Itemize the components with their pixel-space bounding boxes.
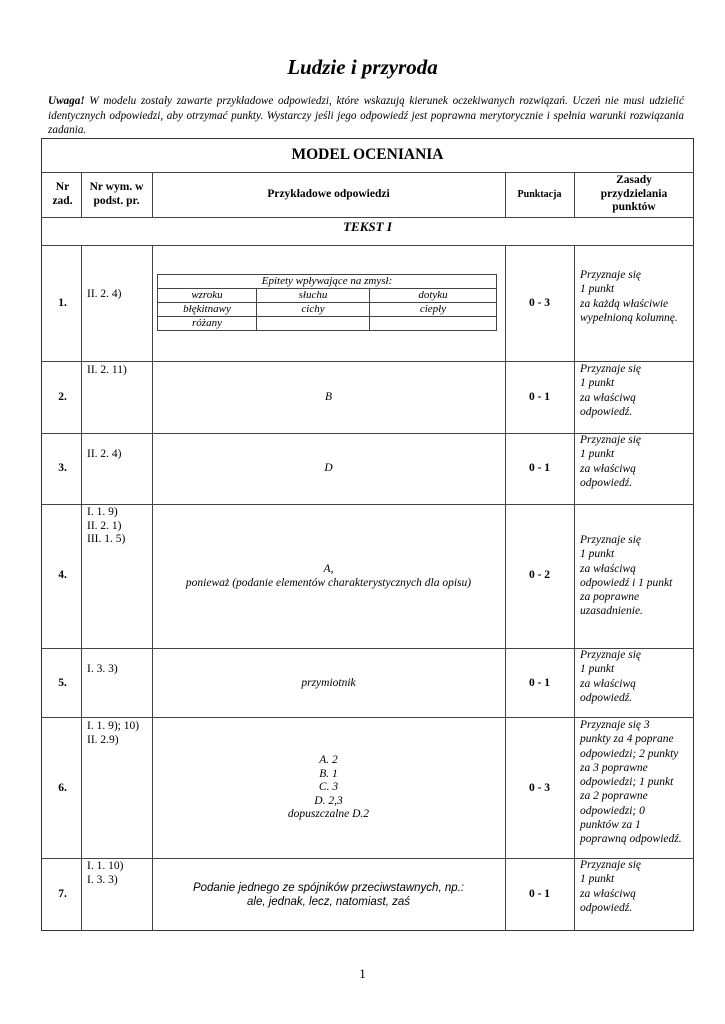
row-answer: [152, 462, 505, 476]
rule-line: 1 punkt: [580, 663, 615, 676]
requirement-line: I. 3. 3): [87, 663, 118, 675]
row-requirement: [81, 858, 152, 887]
rule-line: punkty za 4 poprane: [580, 733, 674, 746]
requirement-line: I. 1. 10): [87, 860, 124, 872]
rule-line: Przyznaje się: [580, 269, 642, 281]
rule-line: poprawną odpowiedź.: [580, 833, 682, 846]
epithet-cell-empty: [257, 317, 370, 331]
row-number: 7.: [58, 888, 67, 900]
row-rule: [574, 858, 694, 915]
row-points: 0 - 3: [528, 782, 551, 794]
row-rule: [574, 362, 694, 419]
rule-line: za właściwą: [580, 391, 636, 404]
rule-line: odpowiedzi; 2 punkty: [580, 747, 679, 760]
row-rule: [574, 433, 694, 490]
epithets-col-hearing: słuchu: [257, 289, 370, 303]
row-rule: [574, 533, 694, 619]
rule-line: za 3 poprawne: [580, 761, 648, 774]
rule-line: odpowiedź i 1 punkt: [580, 576, 673, 589]
rule-line: punktów za 1: [580, 819, 641, 832]
epithets-table: [157, 274, 497, 331]
requirement-line: II. 2.9): [87, 733, 119, 746]
row-answer: [152, 754, 505, 822]
rule-line: za właściwą: [580, 562, 636, 575]
rule-line: za 2 poprawne: [580, 790, 648, 803]
header-answer: Przykładowe odpowiedzi: [267, 187, 390, 200]
row-points: 0 - 1: [528, 888, 551, 900]
rule-line: odpowiedź.: [580, 476, 633, 489]
rule-line: Przyznaje się: [580, 859, 642, 871]
row-rule: [574, 718, 694, 847]
row-points: 0 - 1: [528, 462, 551, 474]
rule-line: Przyznaje się: [580, 534, 642, 546]
answer-line: dopuszczalne D.2: [287, 808, 370, 820]
rule-line: za poprawne: [580, 591, 640, 604]
row-number: 6.: [58, 782, 67, 794]
header-rules: Zasady przydzielania punktów: [600, 174, 668, 214]
page-number: 1: [359, 966, 366, 981]
row-points: 0 - 1: [528, 391, 551, 403]
note-paragraph: [48, 94, 684, 138]
rule-line: wypełnioną kolumnę.: [580, 311, 678, 324]
rule-line: Przyznaje się 3: [580, 719, 650, 731]
row-requirement: [81, 446, 152, 462]
answer-line: ale, jednak, lecz, natomiast, zaś: [247, 896, 410, 908]
row-number: 1.: [58, 297, 67, 309]
col-divider: [81, 245, 82, 931]
requirement-line: I. 1. 9): [87, 506, 118, 518]
requirement-line: II. 2. 4): [87, 448, 122, 460]
rule-line: odpowiedź.: [580, 691, 633, 704]
row-rule: [574, 268, 694, 325]
rule-line: 1 punkt: [580, 448, 615, 461]
note-text: W modelu zostały zawarte przykładowe odpowiedzi, które wskazują kierunek oczekiwanych rozwiązań. Uczeń nie musi udzielić identycznych odpowiedzi, aby otrzymać punkty. Wystarczy jeśli jego odpowiedź jest poprawna merytorycznie i spełnia warunki rozwiązania zadania.: [48, 95, 684, 136]
epithets-caption: Epitety wpływające na zmysł:: [158, 275, 497, 289]
epithet-cell-empty: [370, 317, 497, 331]
row-answer: [152, 881, 505, 909]
row-points: 0 - 1: [528, 677, 551, 689]
answer-line: B: [324, 391, 333, 403]
row-requirement: [81, 504, 152, 547]
requirement-line: II. 2. 1): [87, 519, 122, 532]
answer-line: ponieważ (podanie elementów charakterystycznych dla opisu): [185, 576, 472, 589]
rule-line: odpowiedź.: [580, 901, 633, 914]
requirement-line: II. 2. 11): [87, 364, 127, 376]
row-requirement: [81, 718, 152, 747]
row-points: 0 - 3: [528, 297, 551, 309]
row-requirement: [81, 286, 152, 302]
header-points: Punktacja: [517, 189, 562, 200]
row-answer: [152, 677, 505, 691]
row-answer: [152, 391, 505, 405]
answer-line: Podanie jednego ze spójników przeciwstawnych, np.:: [192, 882, 465, 894]
answer-line: B. 1: [319, 767, 338, 780]
row-requirement: [81, 661, 152, 677]
requirement-line: III. 1. 5): [87, 533, 126, 545]
rule-line: Przyznaje się: [580, 649, 642, 661]
answer-line: A,: [323, 563, 334, 575]
requirement-line: I. 3. 3): [87, 873, 118, 886]
epithets-col-touch: dotyku: [370, 289, 497, 303]
row-answer: [152, 563, 505, 590]
section-title: TEKST I: [343, 219, 392, 234]
header-nr: Nr zad.: [52, 181, 73, 207]
rule-line: uzasadnienie.: [580, 605, 643, 618]
epithets-col-sight: wzroku: [158, 289, 257, 303]
rule-line: za właściwą: [580, 462, 636, 475]
rule-line: Przyznaje się: [580, 434, 642, 446]
rule-line: 1 punkt: [580, 873, 615, 886]
requirement-line: II. 2. 4): [87, 288, 122, 300]
rule-line: za każdą właściwie: [580, 297, 669, 310]
answer-line: przymiotnik: [301, 677, 356, 689]
row-divider: [41, 245, 694, 246]
requirement-line: I. 1. 9); 10): [87, 720, 140, 732]
rule-line: Przyznaje się: [580, 363, 642, 375]
row-requirement: [81, 362, 152, 378]
document-title: Ludzie i przyroda: [287, 55, 438, 79]
row-number: 2.: [58, 391, 67, 403]
answer-line: C. 3: [318, 781, 339, 793]
rule-line: odpowiedzi; 1 punkt: [580, 776, 674, 789]
rule-line: za właściwą: [580, 677, 636, 690]
answer-line: D. 2,3: [314, 794, 343, 807]
epithet-cell: cichy: [257, 303, 370, 317]
row-number: 5.: [58, 677, 67, 689]
row-number: 4.: [58, 569, 67, 581]
row-points: 0 - 2: [528, 569, 551, 581]
rule-line: 1 punkt: [580, 283, 615, 296]
rule-line: 1 punkt: [580, 548, 615, 561]
row-number: 3.: [58, 462, 67, 474]
rule-line: odpowiedź.: [580, 405, 633, 418]
note-label: Uwaga!: [48, 95, 85, 107]
table-title: MODEL OCENIANIA: [291, 146, 444, 163]
header-requirement: Nr wym. w podst. pr.: [89, 181, 144, 207]
epithet-cell: ciepły: [370, 303, 497, 317]
rule-line: 1 punkt: [580, 377, 615, 390]
rule-line: za właściwą: [580, 887, 636, 900]
rule-line: odpowiedzi; 0: [580, 804, 645, 817]
epithet-cell: różany: [158, 317, 257, 331]
answer-line: A. 2: [319, 754, 338, 766]
answer-line: D: [324, 462, 333, 474]
epithet-cell: błękitnawy: [158, 303, 257, 317]
row-rule: [574, 648, 694, 705]
